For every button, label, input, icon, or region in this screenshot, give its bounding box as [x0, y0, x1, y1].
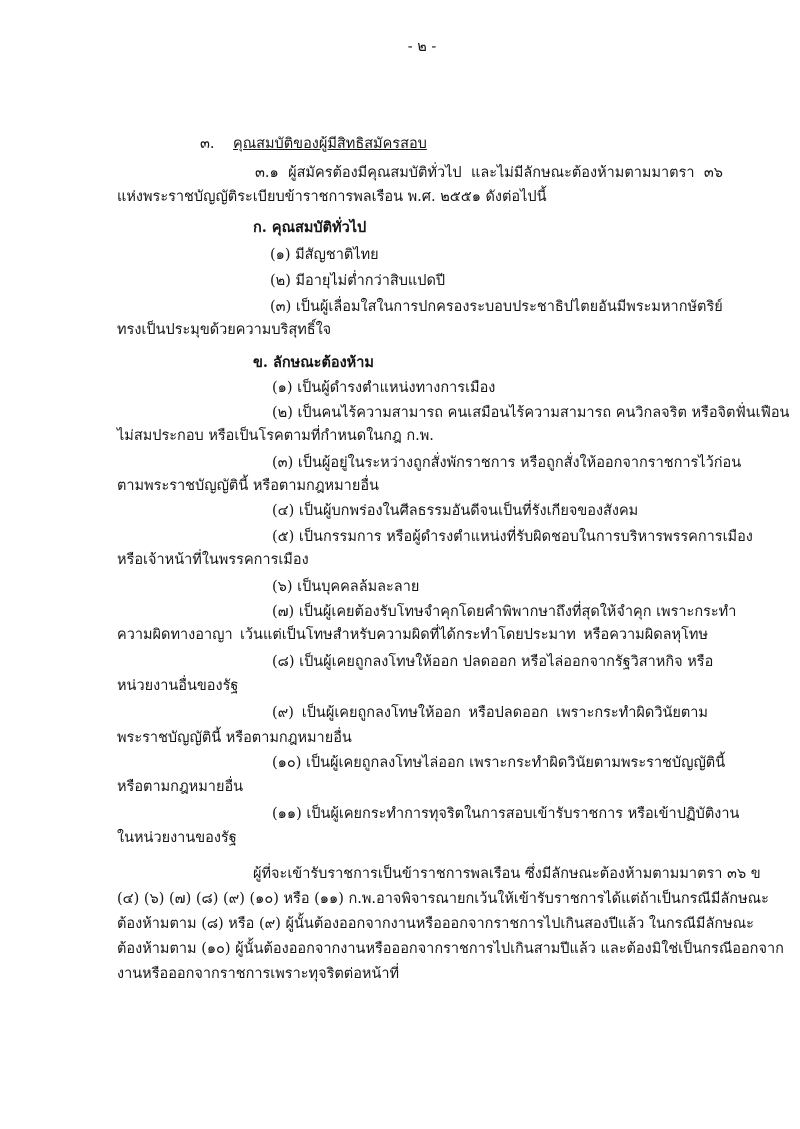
prohibited-line: (๘) เป็นผู้เคยถูกลงโทษให้ออก ปลดออก หรือไล่ออกจากรัฐวิสาหกิจ หรือ: [272, 654, 714, 670]
prohibited-line: (๗) เป็นผู้เคยต้องรับโทษจำคุกโดยคำพิพากษาถึงที่สุดให้จำคุก เพราะกระทำ: [272, 604, 737, 620]
general-item-3-cont: ทรงเป็นประมุขด้วยความบริสุทธิ์ใจ: [117, 322, 332, 338]
prohibited-line: พระราชบัญญัตินี้ หรือตามกฎหมายอื่น: [117, 730, 352, 746]
general-item-3: (๓) เป็นผู้เลื่อมใสในการปกครองระบอบประชาธิปไตยอันมีพระมหากษัตริย์: [270, 299, 723, 315]
closing-line: ต้องห้ามตาม (๘) หรือ (๙) ผู้นั้นต้องออกจากงานหรือออกจากราชการไปเกินสองปีแล้ว ในกรณีมีลักษณะ: [117, 916, 754, 932]
prohibited-line: (๑๑) เป็นผู้เคยกระทำการทุจริตในการสอบเข้ารับราชการ หรือเข้าปฏิบัติงาน: [272, 806, 740, 822]
prohibited-line: (๔) เป็นผู้บกพร่องในศีลธรรมอันดีจนเป็นที่รังเกียจของสังคม: [272, 503, 639, 519]
closing-line: งานหรือออกจากราชการเพราะทุจริตต่อหน้าที่: [117, 966, 400, 982]
prohibited-line: (๑) เป็นผู้ดำรงตำแหน่งทางการเมือง: [272, 380, 496, 396]
intro-line-1: ๓.๑ ผู้สมัครต้องมีคุณสมบัติทั่วไป และไม่มีลักษณะต้องห้ามตามมาตรา ๓๖: [255, 165, 723, 181]
prohibited-line: หรือตามกฎหมายอื่น: [117, 779, 244, 795]
closing-line: ต้องห้ามตาม (๑๐) ผู้นั้นต้องออกจากงานหรือออกจากราชการไปเกินสามปีแล้ว และต้องมิใช่เป็นกรณีออกจาก: [117, 941, 784, 957]
intro-line-2: แห่งพระราชบัญญัติระเบียบข้าราชการพลเรือน พ.ศ. ๒๕๕๑ ดังต่อไปนี้: [117, 189, 547, 205]
section-title: คุณสมบัติของผู้มีสิทธิสมัครสอบ: [233, 136, 427, 152]
prohibited-line: (๙) เป็นผู้เคยถูกลงโทษให้ออก หรือปลดออก เพราะกระทำผิดวินัยตาม: [272, 705, 708, 721]
prohibited-line: หน่วยงานอื่นของรัฐ: [117, 678, 239, 694]
prohibited-line: (๒) เป็นคนไร้ความสามารถ คนเสมือนไร้ความสามารถ คนวิกลจริต หรือจิตฟั่นเฟือน: [272, 405, 790, 421]
section-number: ๓.: [200, 136, 215, 152]
prohibited-line: ไม่สมประกอบ หรือเป็นโรคตามที่กำหนดในกฎ ก.พ.: [117, 428, 434, 444]
prohibited-line: หรือเจ้าหน้าที่ในพรรคการเมือง: [117, 552, 309, 568]
prohibited-line: ความผิดทางอาญา เว้นแต่เป็นโทษสำหรับความผิดที่ได้กระทำโดยประมาท หรือความผิดลหุโทษ: [117, 627, 708, 643]
prohibited-line: (๓) เป็นผู้อยู่ในระหว่างถูกสั่งพักราชการ หรือถูกสั่งให้ออกจากราชการไว้ก่อน: [272, 455, 742, 471]
closing-line: ผู้ที่จะเข้ารับราชการเป็นข้าราชการพลเรือน ซึ่งมีลักษณะต้องห้ามตามมาตรา ๓๖ ข: [253, 866, 761, 882]
prohibited-line: ในหน่วยงานของรัฐ: [117, 830, 237, 846]
prohibited-line: (๑๐) เป็นผู้เคยถูกลงโทษไล่ออก เพราะกระทำผิดวินัยตามพระราชบัญญัตินี้: [272, 755, 726, 771]
prohibited-line: ตามพระราชบัญญัตินี้ หรือตามกฎหมายอื่น: [117, 478, 379, 494]
general-item-1: (๑) มีสัญชาติไทย: [270, 247, 379, 263]
prohibited-line: (๖) เป็นบุคคลล้มละลาย: [272, 579, 420, 595]
page-number: - ๒ -: [407, 39, 437, 55]
prohibited-heading: ข. ลักษณะต้องห้าม: [253, 354, 374, 371]
general-heading: ก. คุณสมบัติทั่วไป: [253, 219, 367, 236]
general-item-2: (๒) มีอายุไม่ต่ำกว่าสิบแปดปี: [270, 273, 446, 289]
closing-line: (๔) (๖) (๗) (๘) (๙) (๑๐) หรือ (๑๑) ก.พ.อาจพิจารณายกเว้นให้เข้ารับราชการได้แต่ถ้าเป็นกรณีมีลักษณะ: [117, 891, 769, 907]
prohibited-line: (๕) เป็นกรรมการ หรือผู้ดำรงตำแหน่งที่รับผิดชอบในการบริหารพรรคการเมือง: [272, 529, 753, 545]
